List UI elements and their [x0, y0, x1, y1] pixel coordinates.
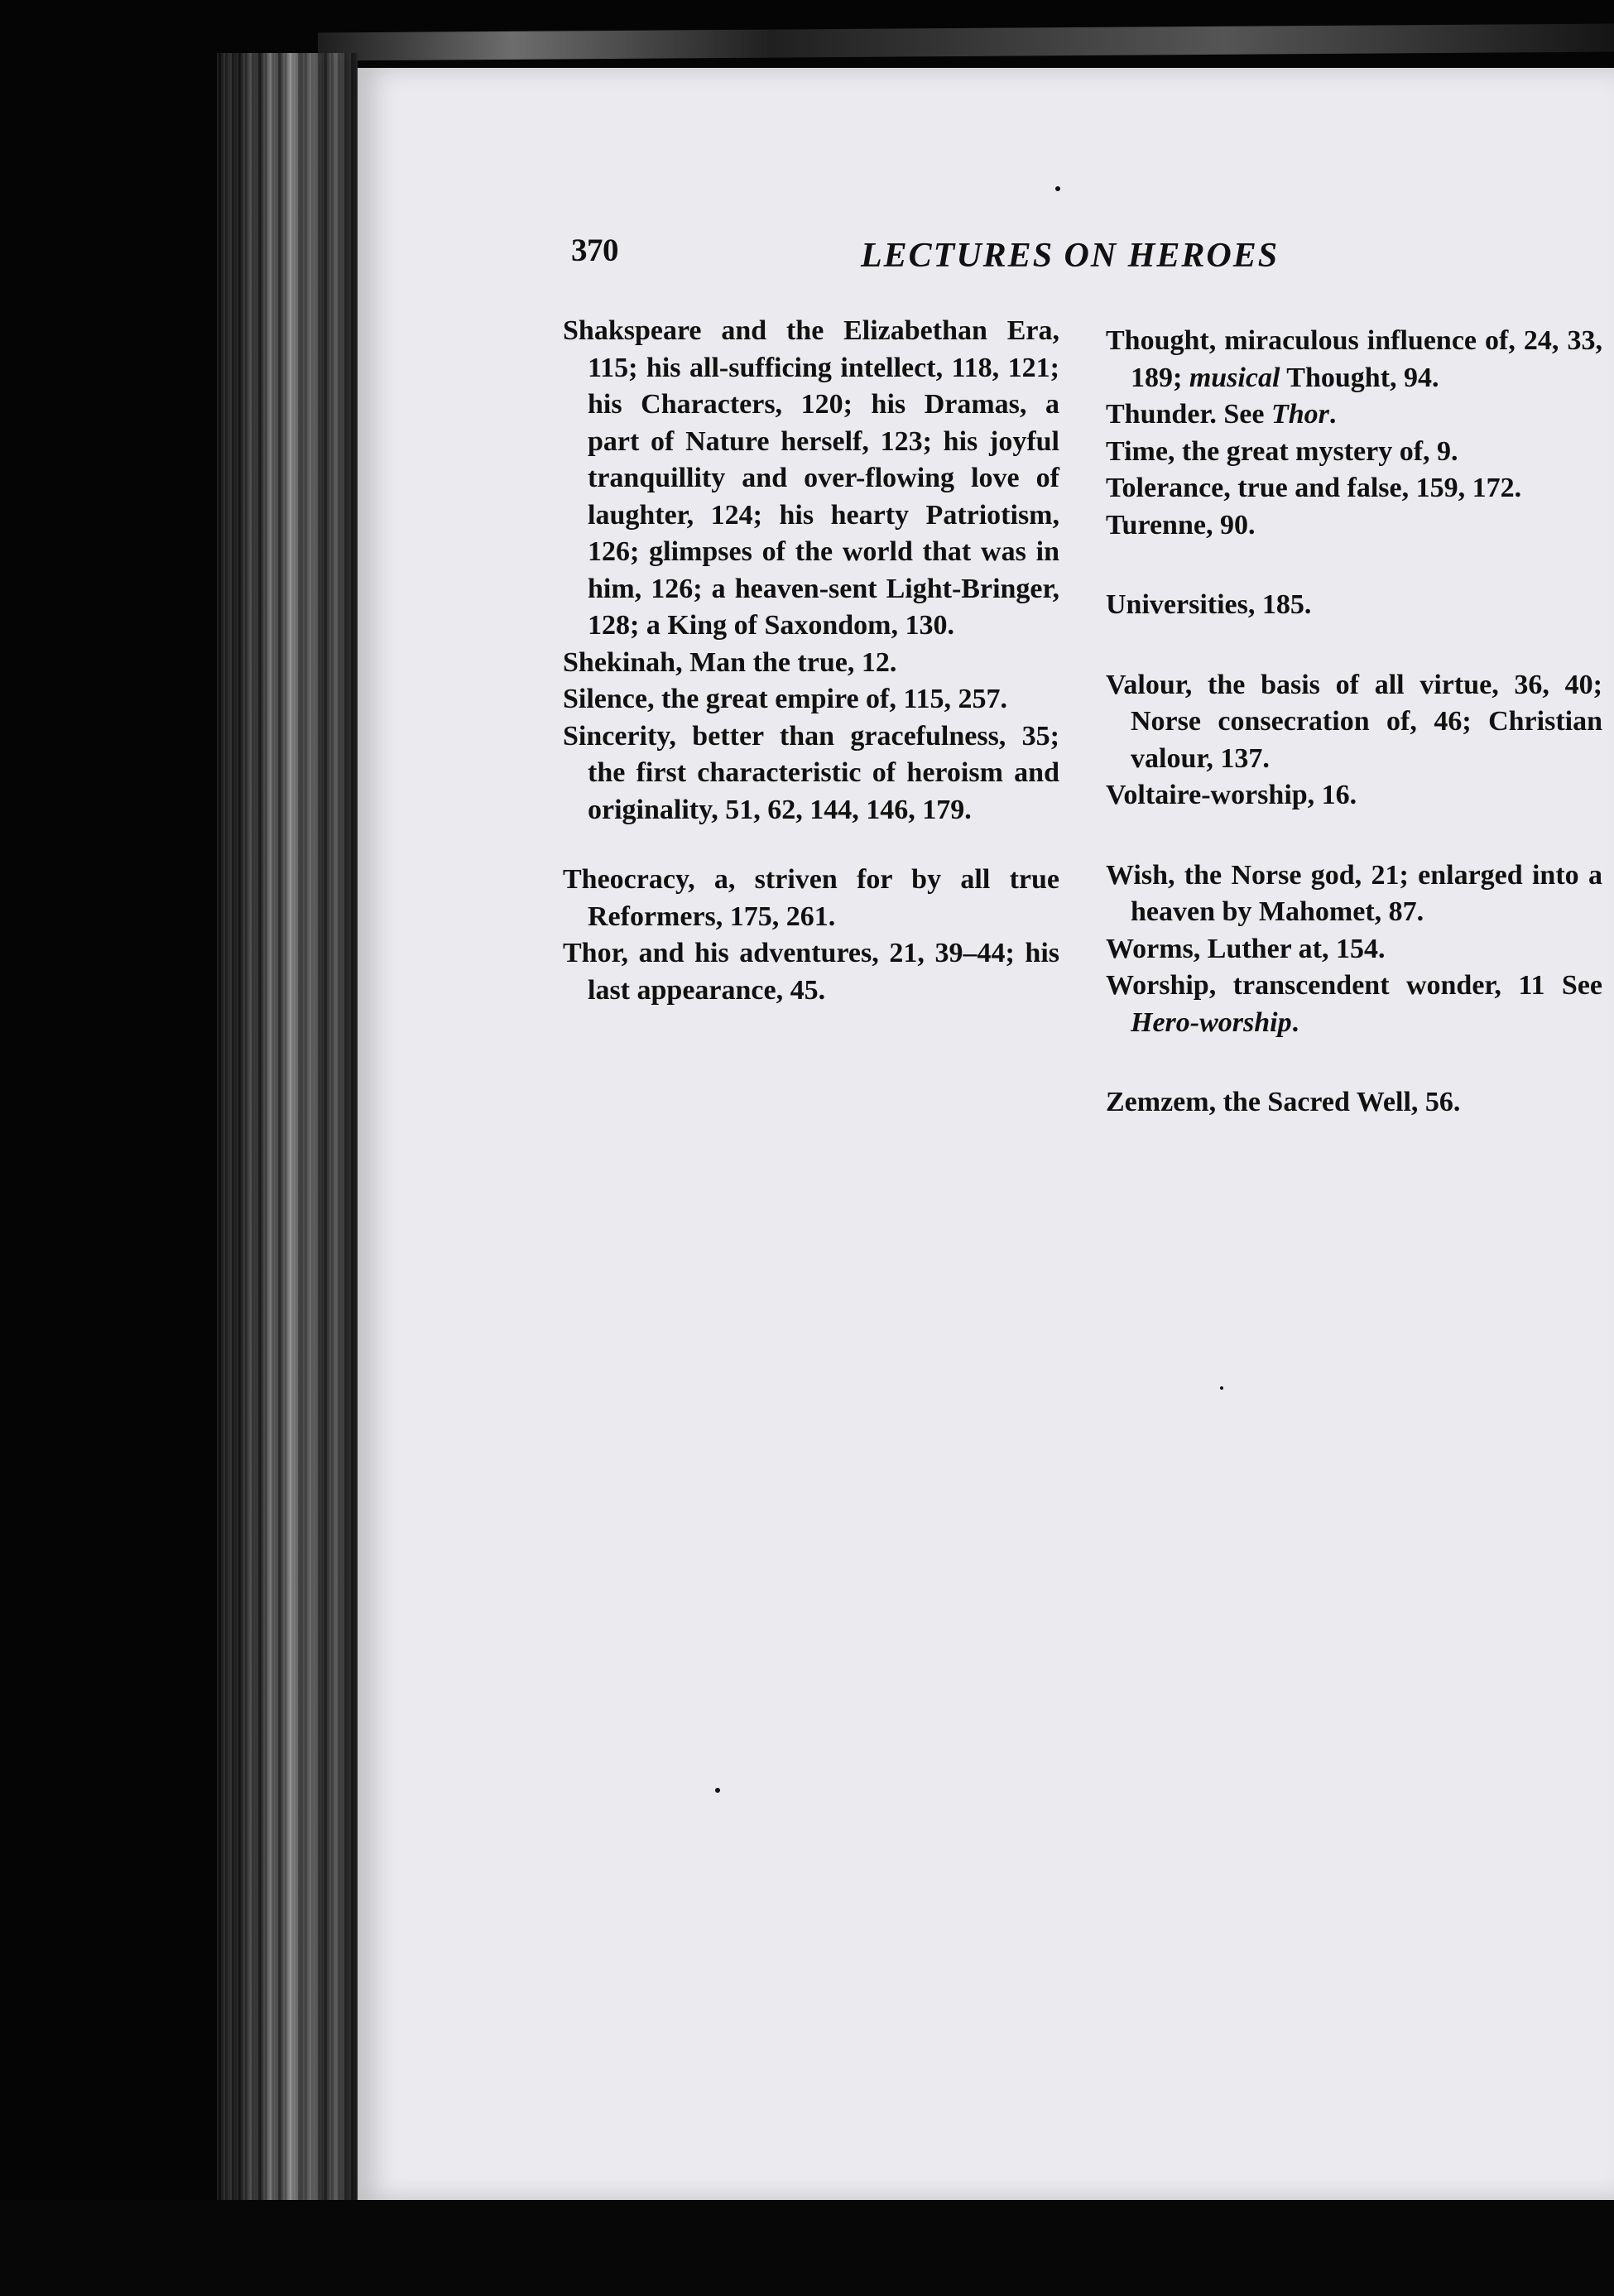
- book-page-edges: [217, 53, 358, 2202]
- index-gap: [1106, 1041, 1602, 1084]
- left-index-column: [563, 313, 1059, 1009]
- index-entry: Zemzem, the Sacred Well, 56.: [1106, 1087, 1461, 1117]
- index-entry-thought: [1106, 323, 1602, 396]
- scan-dust-mark: [1220, 1386, 1223, 1390]
- index-gap: [563, 829, 1059, 862]
- index-entry-text: Worship, transcendent wonder, 11 See: [1106, 970, 1602, 1001]
- index-entry-text: .: [1328, 399, 1337, 430]
- index-entry: Universities, 185.: [1106, 589, 1312, 620]
- scan-dust-mark: [1055, 186, 1060, 191]
- index-entry: Worms, Luther at, 154.: [1106, 933, 1386, 964]
- page-number: 370: [571, 233, 618, 268]
- index-entry-worship: [1106, 968, 1602, 1041]
- right-index-column: [1106, 323, 1602, 1122]
- index-entry: Sincerity, better than gracefulness, 35; the first characteristic of heroism and originality, 51, 62, 144, 146, 179.: [563, 720, 1059, 825]
- index-entry-text: Thought, miraculous influence of, 24, 33, 189;: [1106, 325, 1602, 393]
- index-entry: Voltaire-worship, 16.: [1106, 780, 1357, 810]
- index-entry: Theocracy, a, striven for by all true Reformers, 175, 261.: [563, 864, 1059, 932]
- index-entry-text: Thought, 94.: [1280, 362, 1439, 393]
- index-entry: Thor, and his adventures, 21, 39–44; his last appearance, 45.: [563, 938, 1059, 1006]
- index-entry: Silence, the great empire of, 115, 257.: [563, 684, 1007, 714]
- index-entry-text: .: [1291, 1006, 1299, 1038]
- index-entry-text: Thunder. See: [1106, 399, 1271, 430]
- index-entry: Shakspeare and the Elizabethan Era, 115; his all-sufficing intellect, 118, 121; his Characters, 120; his Dramas, a part of Nature herself, 123; his joyful tranquillity and over-flowing love of laughter, 124; his hearty Patriotism, 126; glimpses of the world that was in him, 126; a heaven-sent Light-Bringer, 128; a King of Saxondom, 130.: [563, 315, 1059, 641]
- index-gap: [1106, 624, 1602, 667]
- italic-reference: Hero-worship: [1131, 1006, 1292, 1038]
- index-gap: [1106, 544, 1602, 587]
- index-entry: Wish, the Norse god, 21; enlarged into a heaven by Mahomet, 87.: [1106, 859, 1602, 927]
- index-entry: Time, the great mystery of, 9.: [1106, 435, 1458, 467]
- index-entry: Tolerance, true and false, 159, 172.: [1106, 473, 1522, 503]
- index-gap: [1106, 814, 1602, 857]
- scan-dust-mark: [715, 1788, 720, 1793]
- index-entry: Shekinah, Man the true, 12.: [563, 646, 897, 678]
- dark-scan-margin: [0, 2200, 1614, 2296]
- running-head: LECTURES ON HEROES: [861, 237, 1280, 275]
- index-entry: Turenne, 90.: [1106, 509, 1256, 540]
- italic-reference: Thor: [1271, 399, 1329, 430]
- index-entry-thunder: [1106, 396, 1602, 434]
- book-top-edge: [318, 24, 1614, 61]
- italic-reference: musical: [1189, 362, 1280, 393]
- index-entry: Valour, the basis of all virtue, 36, 40; Norse consecration of, 46; Christian valour, 137.: [1106, 669, 1602, 774]
